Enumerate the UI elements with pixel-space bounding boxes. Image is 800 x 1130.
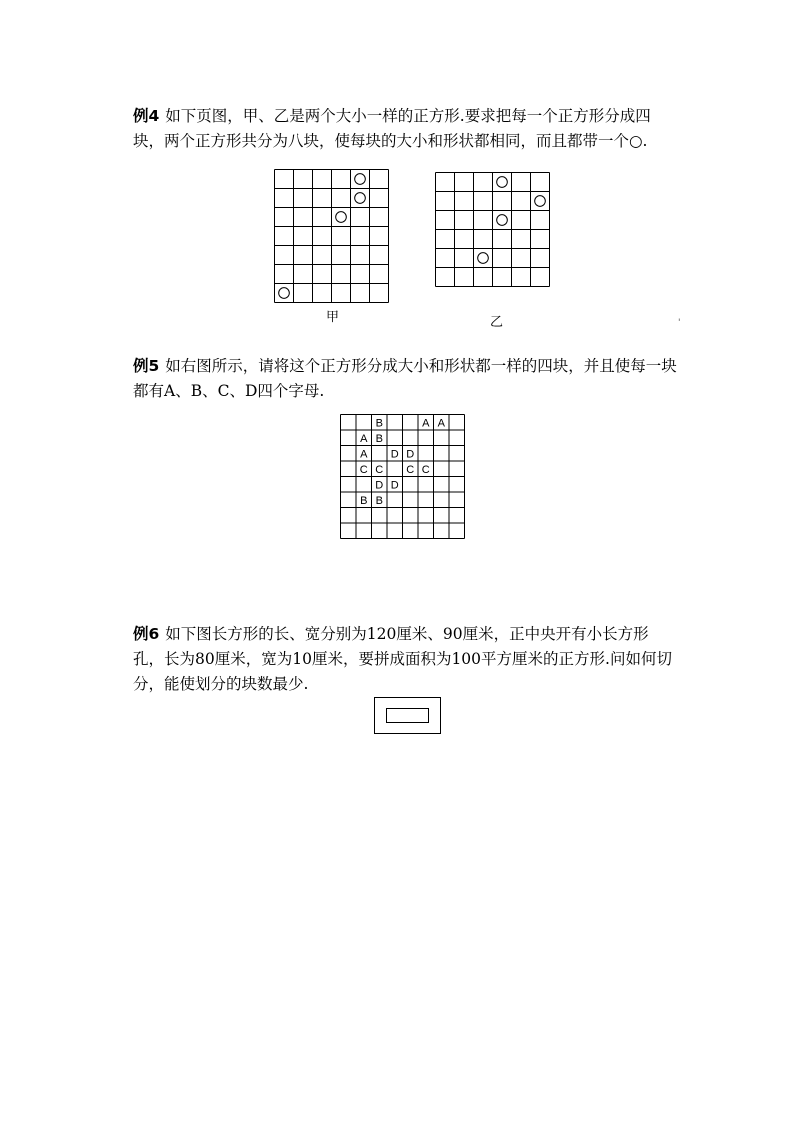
grid-jia <box>274 169 394 309</box>
grid-letter-c: C <box>406 464 415 477</box>
grid-letter-b: B <box>375 495 383 508</box>
grid-letter-c: C <box>375 464 384 477</box>
grid-jia-caption: 甲 <box>326 310 340 325</box>
rectangle-with-hole-figure <box>374 697 442 735</box>
grid-letter-a: A <box>360 448 368 461</box>
example-5-paragraph <box>133 354 678 404</box>
grid-letter-a: A <box>422 417 430 430</box>
grid-letter-a: A <box>437 417 445 430</box>
circle-marker <box>497 215 508 226</box>
grid-letter-c: C <box>359 464 368 477</box>
circle-marker <box>355 193 366 204</box>
grid-letter-d: D <box>390 448 399 461</box>
grid-letter-a: A <box>360 433 368 446</box>
grid-yi-caption: 乙 <box>490 315 504 330</box>
example-4-paragraph <box>133 104 678 154</box>
circle-marker <box>535 196 546 207</box>
example-5-text: 如右图所示，请将这个正方形分成大小和形状都一样的四块，并且使每一块都有A、B、C、D四个字母. <box>133 357 677 400</box>
example-6-paragraph <box>133 622 678 697</box>
grid-letter-b: B <box>375 433 383 446</box>
circle-marker <box>279 288 290 299</box>
grid-letter-b: B <box>375 417 383 430</box>
example-6-text: 如下图长方形的长、宽分别为120厘米、90厘米，正中央开有小长方形孔，长为80厘米，宽为10厘米，要拼成面积为100平方厘米的正方形.问如何切分，能使划分的块数最少. <box>133 625 672 693</box>
circle-marker <box>355 174 366 185</box>
outer-rectangle <box>375 698 441 734</box>
grid-yi <box>435 172 551 306</box>
stray-mark: ' <box>678 318 681 328</box>
circle-marker <box>478 253 489 264</box>
circle-marker <box>336 212 347 223</box>
example-5-label: 例5 <box>133 357 160 375</box>
example-4-text: 如下页图，甲、乙是两个大小一样的正方形.要求把每一个正方形分成四块，两个正方形共分为八块，使每块的大小和形状都相同，而且都带一个○. <box>133 107 651 150</box>
grid-letter-d: D <box>406 448 415 461</box>
grid-letter-b: B <box>360 495 368 508</box>
letter-grid <box>340 414 462 546</box>
grid-letter-c: C <box>421 464 430 477</box>
grid-letter-d: D <box>375 479 384 492</box>
grid-letter-d: D <box>390 479 399 492</box>
example-6-label: 例6 <box>133 625 160 643</box>
inner-hole-rectangle <box>387 709 429 723</box>
circle-marker <box>497 177 508 188</box>
example-4-label: 例4 <box>133 107 160 125</box>
